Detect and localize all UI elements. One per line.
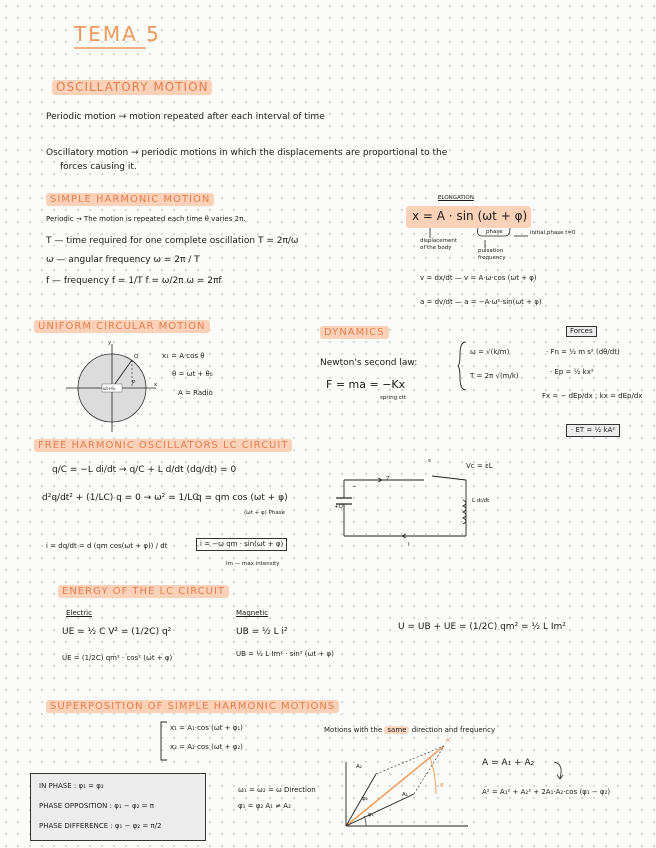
lc-current-eq: i = dq/dt = d (qm cos(ωt + φ)) / dt xyxy=(46,542,168,550)
in-phase: IN PHASE : φ₁ = φ₂ xyxy=(39,782,104,790)
ucm-eq-theta: θ = ωt + θ₀ xyxy=(172,370,213,378)
oscillatory-definition-1: Oscillatory motion → periodic motions in which the displacements are proportional to the xyxy=(46,148,448,158)
initial-phase-note: initial phase t=0 xyxy=(530,230,576,236)
superposition-heading: SUPERPOSITION OF SIMPLE HARMONIC MOTIONS xyxy=(46,700,339,713)
phasor-a1-label: A₁ xyxy=(402,792,408,798)
lc-circuit-diagram xyxy=(334,470,474,540)
ucm-heading: UNIFORM CIRCULAR MOTION xyxy=(34,320,210,333)
omega-equation: ω = √(k/m) xyxy=(470,348,510,356)
z-label: Z xyxy=(386,476,390,482)
lc-eq-2: d²q/dt² + (1/LC) q = 0 → ω² = 1/LC xyxy=(42,493,199,503)
motions-note-end: direction and frequency xyxy=(411,726,496,734)
circle-y-label: y xyxy=(108,340,112,346)
force-normal: · Fn = ½ m s² (dθ/dt) xyxy=(546,348,620,356)
phasor-a2-label: A₂ xyxy=(356,764,362,770)
shm-period: T — time required for one complete oscillation T = 2π/ω xyxy=(46,236,299,246)
circle-angle-label: ωt+θ₀ xyxy=(103,386,116,391)
phasor-a-label: A xyxy=(446,738,450,744)
shm-angular: ω — angular frequency ω = 2π / T xyxy=(46,255,200,265)
lc-max-intensity: Im — max intensity xyxy=(226,561,280,567)
oscillatory-heading: OSCILLATORY MOTION xyxy=(52,80,212,95)
phase-condition: φ₁ = φ₂ A₁ ≠ A₂ xyxy=(238,802,291,810)
phasor-diagram xyxy=(340,734,470,834)
motions-note-same: same xyxy=(384,726,409,734)
lc-heading: FREE HARMONIC OSCILLATORS LC CIRCUIT xyxy=(34,439,292,452)
lc-phase-note: (ωt + φ) Phase xyxy=(244,510,285,516)
shm-heading: SIMPLE HARMONIC MOTION xyxy=(46,193,214,206)
electric-eq-1: UE = ½ C V² = (1/2C) q² xyxy=(62,627,172,637)
forces-label: Forces xyxy=(566,326,597,337)
elongation-label: ELONGATION xyxy=(438,195,474,201)
magnetic-label: Magnetic xyxy=(236,609,269,617)
q-label: − xyxy=(352,484,357,490)
circle-x-label: x xyxy=(154,382,158,388)
phasor-phi-label: φ xyxy=(440,782,444,788)
inductor-label: L di/dt xyxy=(472,498,490,504)
displacement-note: displacement of the body xyxy=(420,238,458,251)
newton-law: Newton's second law: xyxy=(320,358,418,368)
amplitude-sum: A = A₁ + A₂ xyxy=(482,758,535,768)
spring-note: spring ctt xyxy=(380,395,407,401)
pulsation-note: pulsation frequency xyxy=(478,248,506,261)
phase-difference: PHASE DIFFERENCE : φ₁ − φ₂ = π/2 xyxy=(39,822,162,830)
dynamics-brace xyxy=(458,342,468,390)
x1-equation: x₁ = A₁·cos (ωt + φ₁) xyxy=(170,724,243,732)
phase-opposition: PHASE OPPOSITION : φ₁ − φ₂ = π xyxy=(39,802,154,810)
page-title: TEMA 5 xyxy=(74,22,161,46)
lc-eq-3: q = qm cos (ωt + φ) xyxy=(196,493,288,503)
lc-current-result: i = −ω qm · sin(ωt + φ) xyxy=(196,538,287,551)
vc-label: Vc = εL xyxy=(466,462,493,470)
plus-q-label: +Q xyxy=(334,504,343,510)
ucm-eq-radius: A = Radio xyxy=(178,389,213,397)
magnetic-eq-2: UB = ½ L Im² · sin² (ωt + φ) xyxy=(236,650,334,658)
shm-periodic: Periodic → The motion is repeated each time θ varies 2π. xyxy=(46,215,246,223)
circle-q-label: Q xyxy=(134,354,139,360)
motions-note-start: Motions with the xyxy=(324,726,383,734)
force-equation: F = ma = −Kx xyxy=(326,378,406,391)
phase-note: phase xyxy=(486,229,503,235)
x2-equation: x₂ = A₂·cos (ωt + φ₂) xyxy=(170,743,243,751)
elongation-equation: x = A · sin (ωt + φ) xyxy=(412,209,528,223)
total-energy: · ET = ½ kA² xyxy=(566,424,620,437)
dynamics-heading: DYNAMICS xyxy=(320,326,389,339)
period-equation: T = 2π √(m/k) xyxy=(470,372,519,380)
phasor-phi1-label: φ₁ xyxy=(368,812,374,818)
total-energy-eq: U = UB + UE = (1/2C) qm² = ½ L Im² xyxy=(398,622,566,632)
periodic-definition: Periodic motion → motion repeated after each interval of time xyxy=(46,112,325,122)
magnetic-eq-1: UB = ½ L i² xyxy=(236,627,288,637)
phase-cases-box xyxy=(30,773,206,841)
energy-heading: ENERGY OF THE LC CIRCUIT xyxy=(58,585,229,598)
electric-label: Electric xyxy=(66,609,92,617)
electric-eq-2: UE = (1/2C) qm² · cos² (ωt + φ) xyxy=(62,654,173,662)
amplitude-arrow xyxy=(552,760,566,782)
omega-condition: ω₁ = ω₂ = ω Direction xyxy=(238,786,316,794)
shm-frequency: f — frequency f = 1/T f = ω/2π ω = 2πf xyxy=(46,276,222,286)
phasor-phi2-label: φ₂ xyxy=(362,796,368,802)
oscillatory-definition-2: forces causing it. xyxy=(60,162,137,172)
amplitude-squared: A² = A₁² + A₂² + 2A₁·A₂·cos (φ₁ − φ₂) xyxy=(482,788,611,796)
lc-eq-1: q/C = −L di/dt → q/C + L d/dt (dq/dt) = 0 xyxy=(52,465,237,475)
switch-label: s xyxy=(428,458,431,464)
ucm-eq-x: x₁ = A·cos θ xyxy=(162,352,205,360)
current-label: I xyxy=(408,542,410,548)
force-x: Fx = − dEp/dx ; kx = dEp/dx xyxy=(542,392,643,400)
velocity-equation: v = dx/dt — v = A·ω·cos (ωt + φ) xyxy=(420,274,537,282)
circle-p-label: P xyxy=(132,380,136,386)
acceleration-equation: a = dv/dt — a = −A·ω²·sin(ωt + φ) xyxy=(420,298,542,306)
superposition-bracket xyxy=(160,722,168,762)
potential-energy: · Ep = ½ kx² xyxy=(550,368,594,376)
